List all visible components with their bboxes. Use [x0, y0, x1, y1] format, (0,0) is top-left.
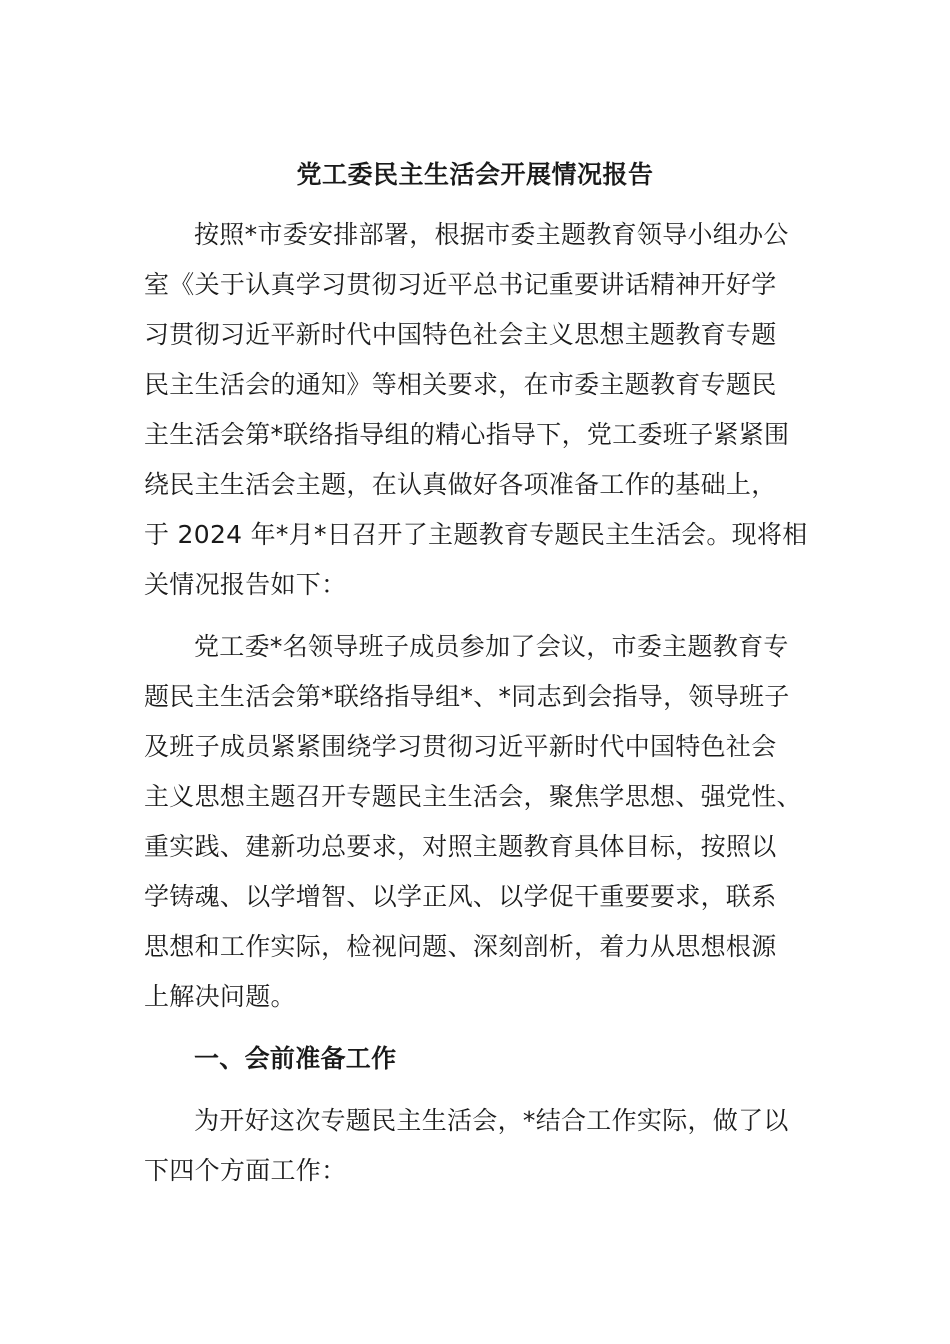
paragraph-1-line-1: 按照*市委安排部署，根据市委主题教育领导小组办公	[194, 220, 789, 249]
paragraph-1-line-7: 于 2024 年*月*日召开了主题教育专题民主生活会。现将相	[144, 520, 808, 549]
document-title: 党工委民主生活会开展情况报告	[296, 160, 654, 189]
section-1-heading: 一、会前准备工作	[194, 1044, 397, 1073]
paragraph-2-line-4: 主义思想主题召开专题民主生活会，聚焦学思想、强党性、	[144, 782, 802, 811]
paragraph-2-line-7: 思想和工作实际，检视问题、深刻剖析，着力从思想根源	[144, 932, 777, 961]
paragraph-2-line-6: 学铸魂、以学增智、以学正风、以学促干重要要求，联系	[144, 882, 777, 911]
paragraph-3-line-1: 为开好这次专题民主生活会，*结合工作实际，做了以	[194, 1106, 789, 1135]
paragraph-1-line-3: 习贯彻习近平新时代中国特色社会主义思想主题教育专题	[144, 320, 777, 349]
paragraph-1-line-5: 主生活会第*联络指导组的精心指导下，党工委班子紧紧围	[144, 420, 790, 449]
paragraph-2-line-5: 重实践、建新功总要求，对照主题教育具体目标，按照以	[144, 832, 777, 861]
paragraph-1-line-6: 绕民主生活会主题，在认真做好各项准备工作的基础上，	[144, 470, 777, 499]
paragraph-2-line-1: 党工委*名领导班子成员参加了会议，市委主题教育专	[194, 632, 789, 661]
paragraph-1-line-2: 室《关于认真学习贯彻习近平总书记重要讲话精神开好学	[144, 270, 777, 299]
paragraph-2-line-2: 题民主生活会第*联络指导组*、*同志到会指导，领导班子	[144, 682, 790, 711]
paragraph-1-line-4: 民主生活会的通知》等相关要求，在市委主题教育专题民	[144, 370, 777, 399]
paragraph-3-line-2: 下四个方面工作：	[144, 1156, 347, 1185]
paragraph-2-line-3: 及班子成员紧紧围绕学习贯彻习近平新时代中国特色社会	[144, 732, 777, 761]
paragraph-2-line-8: 上解决问题。	[144, 982, 296, 1011]
paragraph-1-line-8: 关情况报告如下：	[144, 570, 347, 599]
